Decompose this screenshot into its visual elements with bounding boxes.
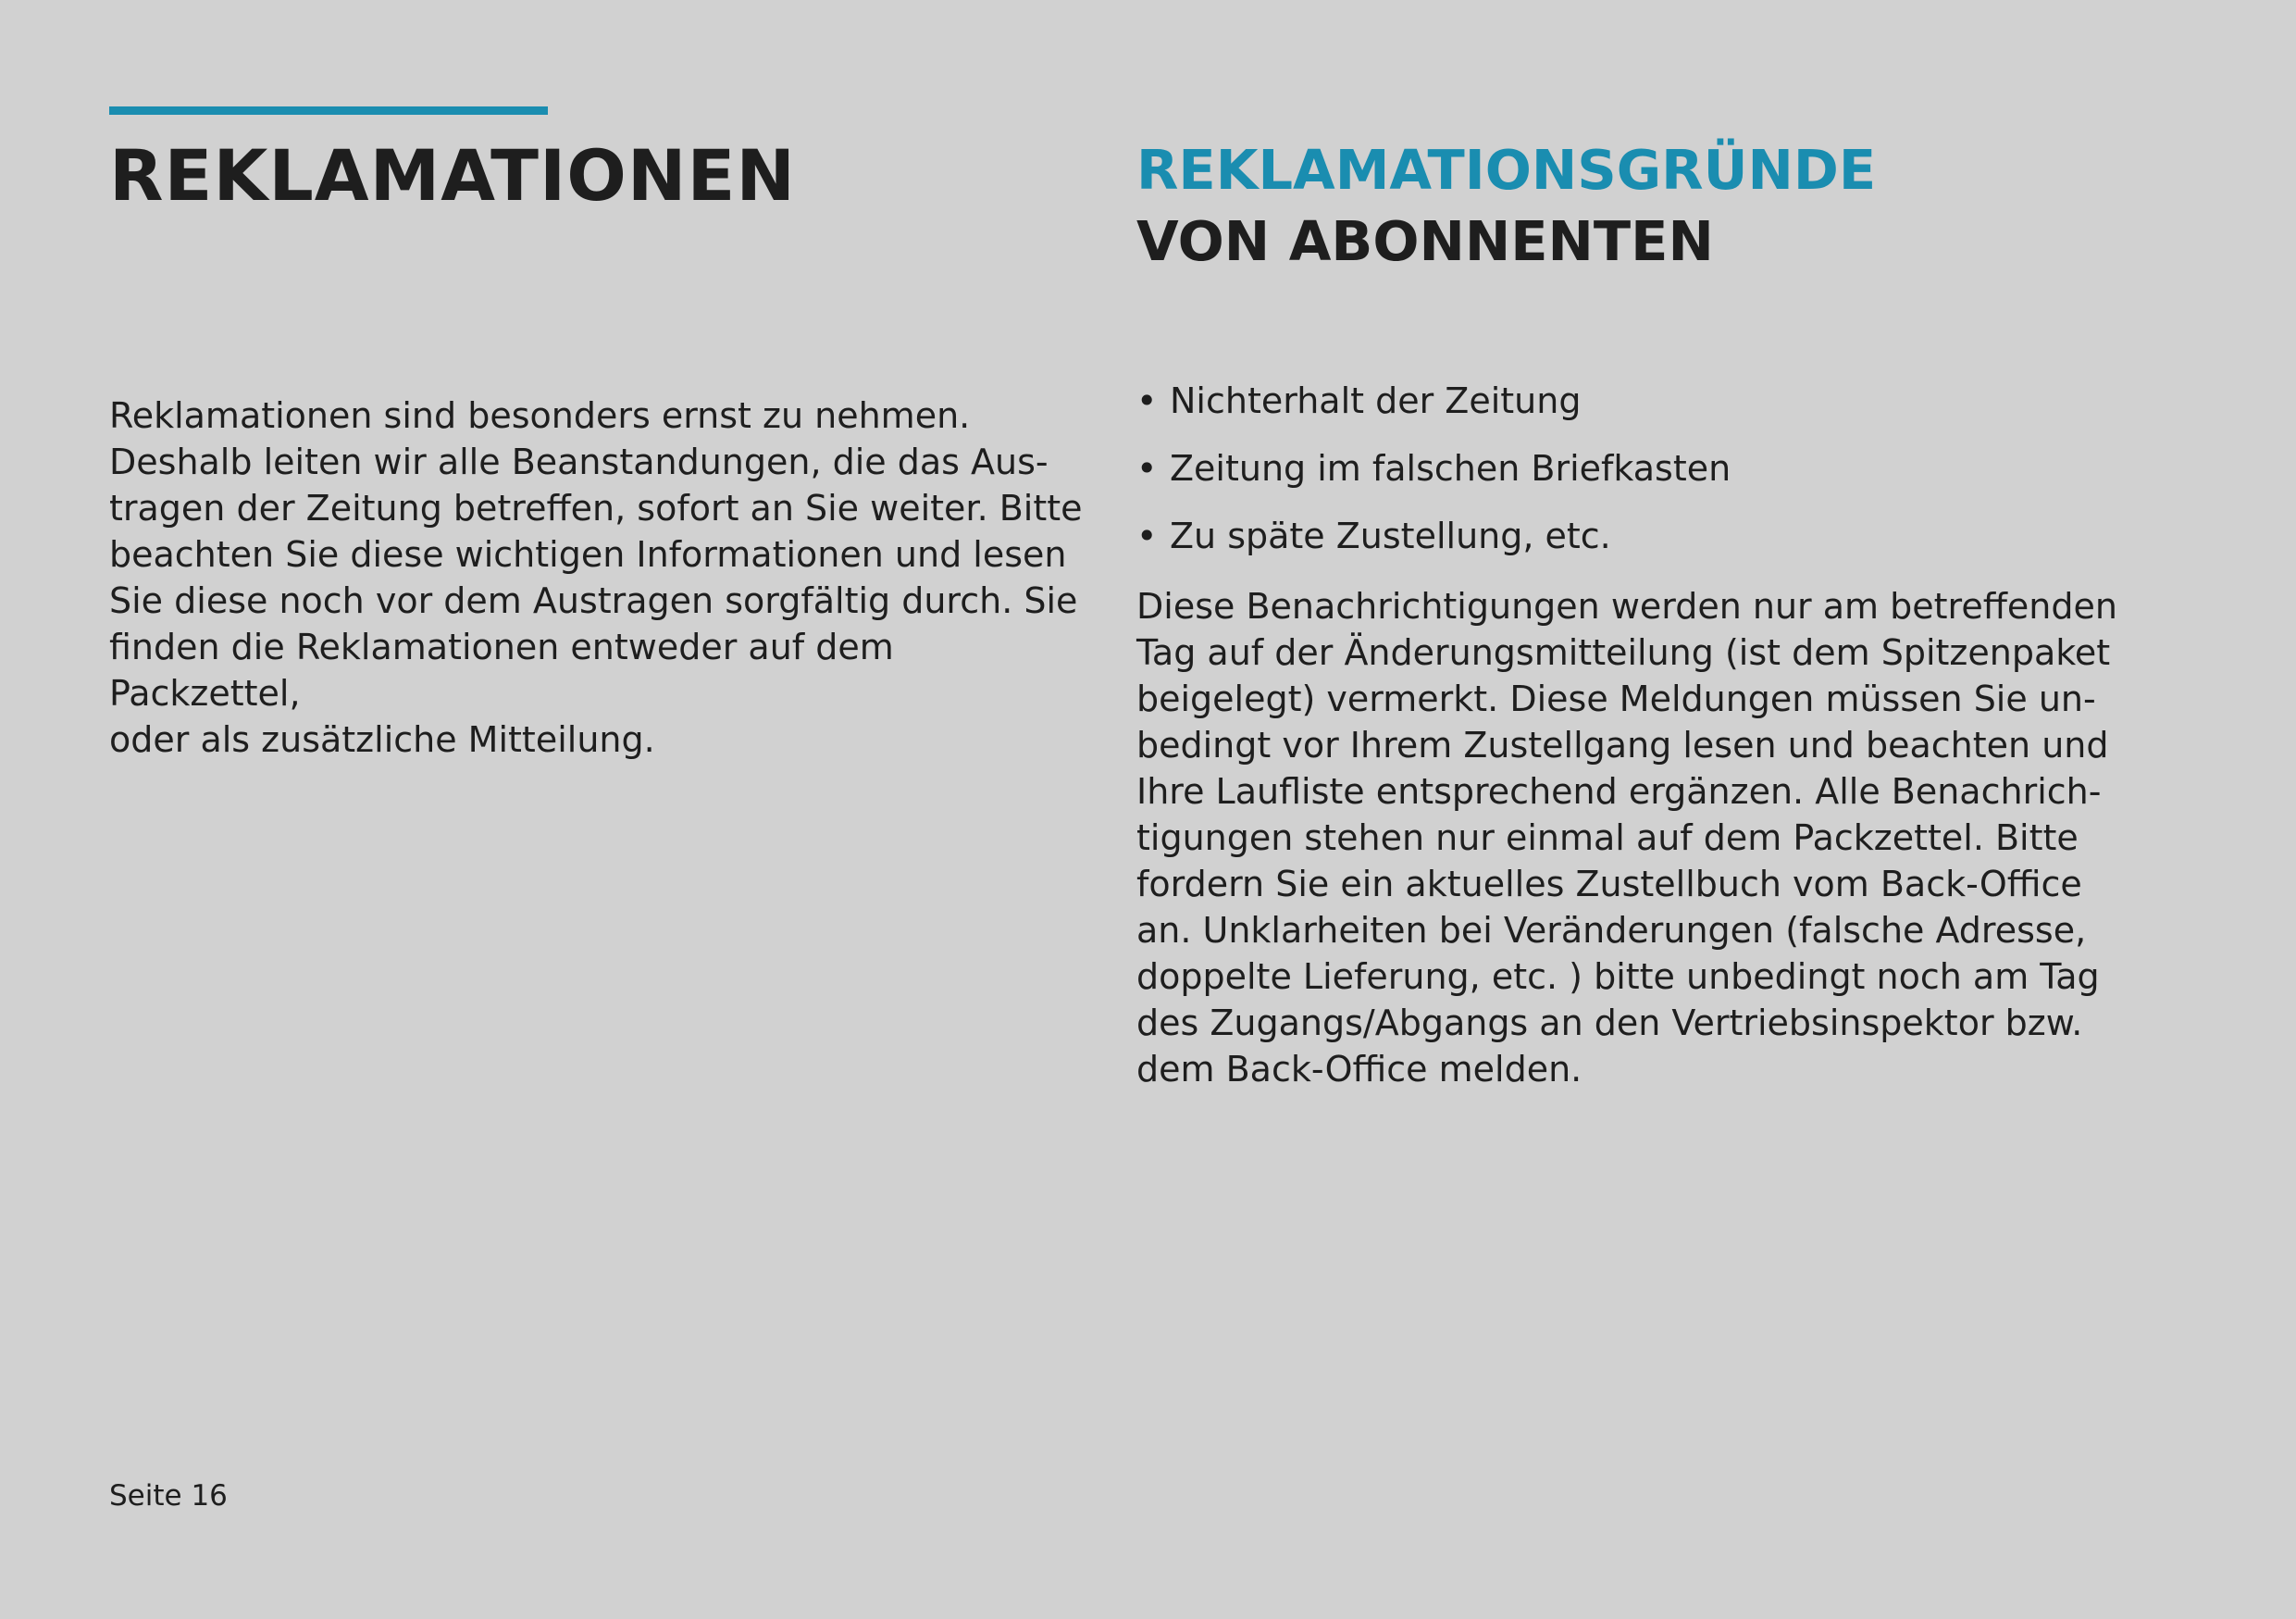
title-accent-rule	[109, 106, 548, 115]
bullet-icon: •	[1136, 516, 1158, 556]
bullet-icon: •	[1136, 380, 1158, 421]
body-paragraph: Diese Benachrichtigungen werden nur am betreffenden Tag auf der Änderungsmitteilung (ist dem Spitzenpaket beigelegt) vermerkt. Diese Meldungen müssen Sie un- bedingt vor Ihrem Zustellgang lesen und beachten und Ihre Laufliste entsprechend ergänzen. Alle Benachrich- tigungen stehen nur einmal auf dem Packzettel. Bitte fordern Sie ein aktuelles Zustellbuch vom Back-Office an. Unklarheiten bei Veränderungen (falsche Adresse, doppelte Lieferung, etc. ) bitte unbedingt noch am Tag des Zugangs/Abgangs an den Vertriebsinspektor bzw. dem Back-Office melden.	[1136, 586, 2117, 1090]
bullet-icon: •	[1136, 448, 1158, 489]
list-item	[1136, 513, 2201, 559]
section-heading	[1136, 135, 1876, 277]
page-title: REKLAMATIONEN	[109, 134, 796, 217]
page-number: Seite 16	[109, 1479, 228, 1513]
list-item-text: Nichterhalt der Zeitung	[1170, 380, 1582, 421]
intro-paragraph: Reklamationen sind besonders ernst zu nehmen. Deshalb leiten wir alle Beanstandungen, die das Aus- tragen der Zeitung betreffen, sofort an Sie weiter. Bitte beachten Sie diese wichtigen Informationen und lesen Sie diese noch vor dem Austragen sorgfältig durch. Sie finden die Reklamationen entweder auf dem Packzettel, oder als zusätzliche Mitteilung.	[109, 395, 1083, 760]
section-heading-subtitle: VON ABONNENTEN	[1136, 208, 1714, 273]
reasons-list	[1136, 378, 2201, 580]
list-item-text: Zu späte Zustellung, etc.	[1170, 516, 1611, 556]
list-item-text: Zeitung im falschen Briefkasten	[1170, 448, 1731, 489]
list-item	[1136, 378, 2201, 424]
list-item	[1136, 445, 2201, 492]
section-heading-accent: REKLAMATIONSGRÜNDE	[1136, 138, 1877, 202]
